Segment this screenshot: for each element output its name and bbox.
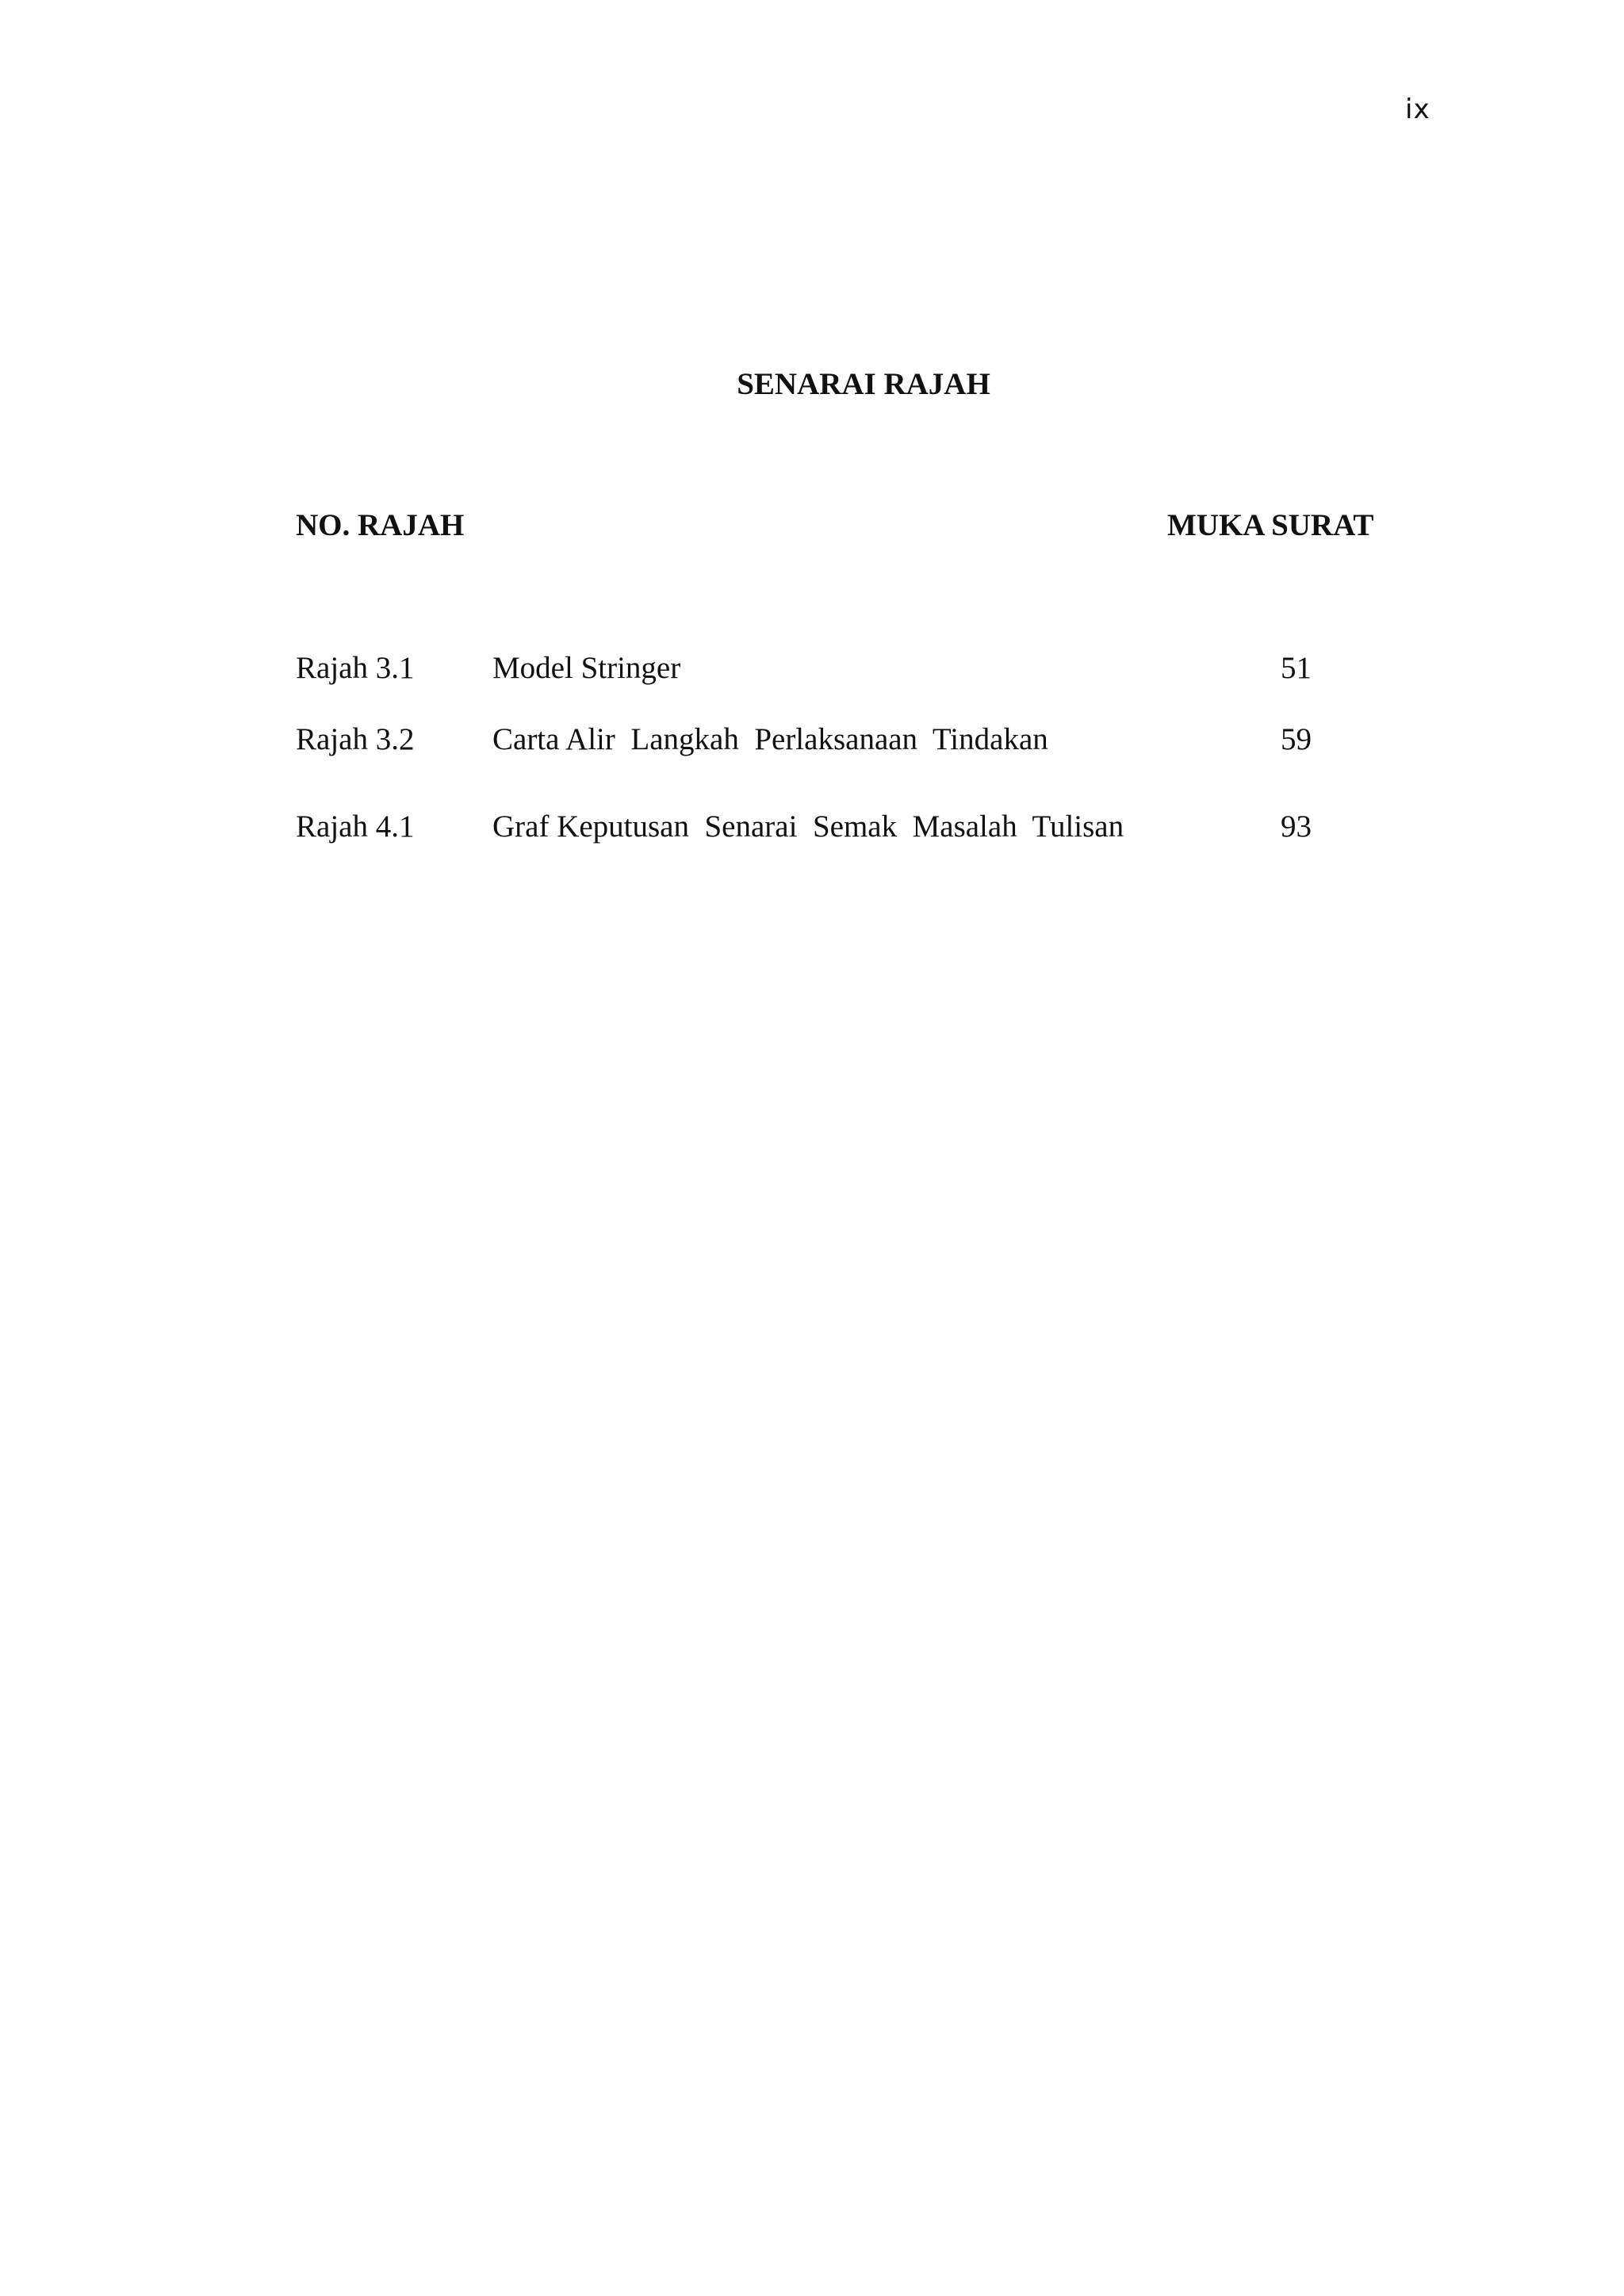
figure-page-number: 51 [1281,651,1312,685]
figure-list-entry[interactable] [0,721,1624,769]
figure-list-entry[interactable] [0,650,1624,698]
figure-title: Carta Alir Langkah Perlaksanaan Tindakan [492,722,1048,756]
page-number: ix [1405,94,1431,125]
column-header-figure-no: NO. RAJAH [296,508,465,542]
page-title: SENARAI RAJAH [737,367,990,401]
figure-list-entry[interactable] [0,809,1624,856]
figure-number: Rajah 3.2 [296,722,415,756]
figure-page-number: 93 [1281,809,1312,844]
figure-page-number: 59 [1281,722,1312,756]
figure-number: Rajah 3.1 [296,651,415,685]
column-header-page: MUKA SURAT [1167,508,1374,542]
figure-number: Rajah 4.1 [296,809,415,844]
figure-title: Graf Keputusan Senarai Semak Masalah Tulisan [492,809,1124,844]
figure-title: Model Stringer [492,651,681,685]
